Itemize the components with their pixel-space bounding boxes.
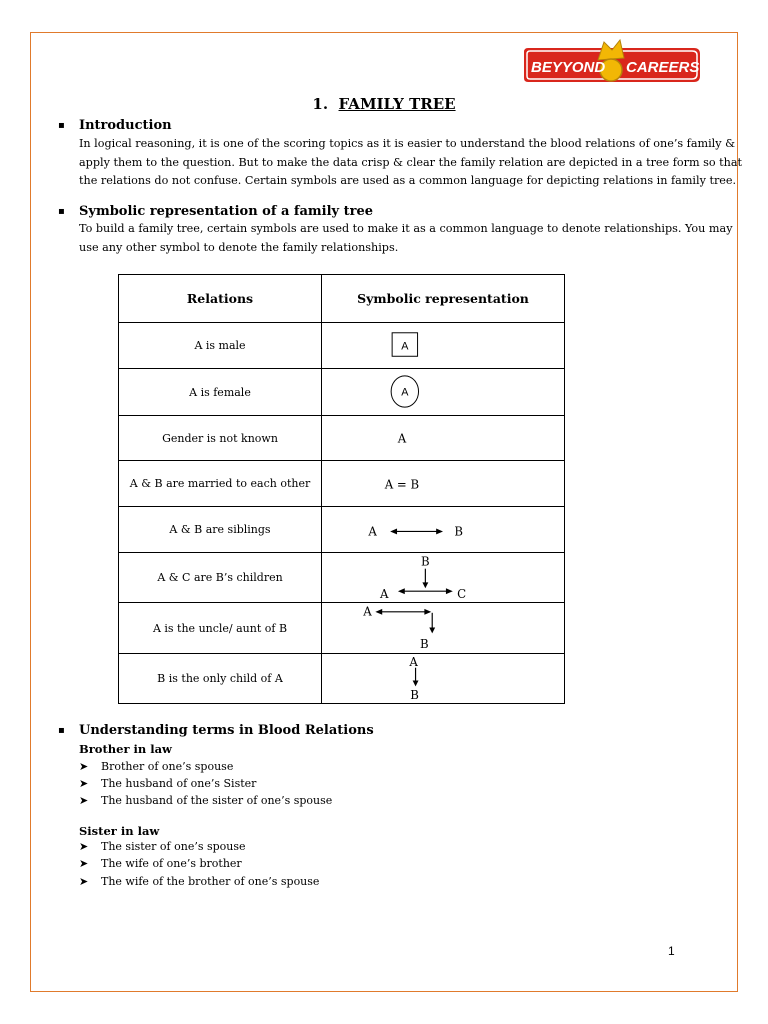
- list-item: [79, 875, 319, 888]
- title-number: 1.: [312, 95, 329, 113]
- intro-paragraph: [79, 135, 743, 191]
- logo-text-left: BEYYOND: [531, 59, 606, 76]
- symbol-letter: A: [368, 524, 377, 539]
- title-text: FAMILY TREE: [338, 95, 456, 113]
- table-row: [119, 323, 565, 369]
- bullet-icon: ▪: [58, 120, 65, 131]
- arrow-bullet-icon: ➤: [79, 857, 89, 870]
- page-number: 1: [668, 944, 675, 958]
- unknown-gender-symbol: [322, 416, 564, 460]
- arrow-bullet-icon: ➤: [79, 760, 89, 773]
- female-circle-symbol: [322, 369, 564, 415]
- symbolic-line: To build a family tree, certain symbols are used to make it as a common language to denote relationships. You may: [79, 222, 733, 235]
- symbol-letter: A: [363, 604, 372, 619]
- siblings-symbol: [322, 507, 564, 552]
- terms-heading: Understanding terms in Blood Relations: [79, 723, 374, 738]
- children-symbol: [322, 553, 564, 602]
- relation-cell: A & B are married to each other: [119, 461, 322, 507]
- bullet-icon: ▪: [58, 206, 65, 217]
- relation-cell: A is male: [119, 323, 322, 369]
- male-square-symbol: [322, 323, 564, 368]
- arrow-bullet-icon: ➤: [79, 777, 89, 790]
- symbol-cell: [322, 461, 565, 507]
- symbol-cell: [322, 603, 565, 654]
- symbolic-line: use any other symbol to denote the family relationships.: [79, 240, 399, 254]
- symbol-cell: [322, 416, 565, 461]
- symbol-letter: B: [420, 637, 429, 652]
- table-row: [119, 416, 565, 461]
- relation-cell: A is female: [119, 369, 322, 416]
- table-row: [119, 603, 565, 654]
- symbol-letter: A: [401, 340, 409, 353]
- logo-text-right: CAREERS: [626, 59, 700, 76]
- beyyond-careers-logo: [518, 36, 704, 90]
- symbol-cell: [322, 369, 565, 416]
- table-row: [119, 654, 565, 704]
- married-symbol: [322, 461, 564, 506]
- relation-cell: A & C are B’s children: [119, 553, 322, 603]
- list-item: [79, 840, 246, 853]
- arrow-bullet-icon: ➤: [79, 875, 89, 888]
- symbol-letter: A: [401, 386, 409, 399]
- list-item-text: The wife of the brother of one’s spouse: [101, 875, 320, 888]
- table-row: [119, 553, 565, 603]
- symbol-letter: A: [379, 587, 389, 602]
- list-item-text: The sister of one’s spouse: [101, 840, 246, 853]
- page-title: [0, 95, 768, 113]
- symbolic-paragraph: [79, 220, 733, 257]
- list-item: [79, 777, 256, 790]
- symbol-letter: A: [409, 654, 418, 669]
- table-row: [119, 461, 565, 507]
- bullet-icon: ▪: [58, 725, 65, 736]
- intro-heading: Introduction: [79, 118, 172, 133]
- table-header-row: [119, 275, 565, 323]
- table-row: [119, 369, 565, 416]
- list-item: [79, 760, 233, 773]
- relation-cell: Gender is not known: [119, 416, 322, 461]
- list-item-text: The wife of one’s brother: [101, 857, 242, 870]
- arrow-bullet-icon: ➤: [79, 840, 89, 853]
- list-item: [79, 794, 332, 807]
- symbol-letter: C: [457, 587, 467, 602]
- relation-cell: B is the only child of A: [119, 654, 322, 704]
- only-child-symbol: [322, 654, 564, 703]
- symbol-letter: B: [421, 554, 430, 569]
- arrow-bullet-icon: ➤: [79, 794, 89, 807]
- symbol-cell: [322, 654, 565, 704]
- intro-line: In logical reasoning, it is one of the scoring topics as it is easier to understand the blood relations of one’s family &: [79, 137, 736, 150]
- header-symbolic: Symbolic representation: [322, 275, 565, 323]
- symbol-letter: B: [410, 688, 419, 703]
- symbol-letter: A: [397, 431, 407, 446]
- uncle-aunt-symbol: [322, 603, 564, 653]
- list-item-text: The husband of the sister of one’s spouse: [101, 794, 333, 807]
- relation-cell: A is the uncle/ aunt of B: [119, 603, 322, 654]
- header-relations: Relations: [119, 275, 322, 323]
- symbol-text: A = B: [384, 477, 420, 492]
- relations-table: [118, 274, 565, 704]
- intro-line: the relations do not confuse. Certain symbols are used as a common language for depicting relations in family tree.: [79, 174, 737, 187]
- symbol-cell: [322, 323, 565, 369]
- symbol-cell: [322, 507, 565, 553]
- relation-cell: A & B are siblings: [119, 507, 322, 553]
- symbolic-heading: Symbolic representation of a family tree: [79, 204, 374, 219]
- sister-in-law-title: Sister in law: [79, 824, 160, 838]
- brother-in-law-title: Brother in law: [79, 742, 172, 756]
- list-item: [79, 857, 242, 870]
- table-row: [119, 507, 565, 553]
- symbol-cell: [322, 553, 565, 603]
- intro-line: apply them to the question. But to make the data crisp & clear the family relation are depicted in a tree form so that: [79, 155, 743, 169]
- symbol-letter: B: [454, 524, 463, 539]
- list-item-text: The husband of one’s Sister: [101, 777, 257, 790]
- list-item-text: Brother of one’s spouse: [101, 760, 234, 773]
